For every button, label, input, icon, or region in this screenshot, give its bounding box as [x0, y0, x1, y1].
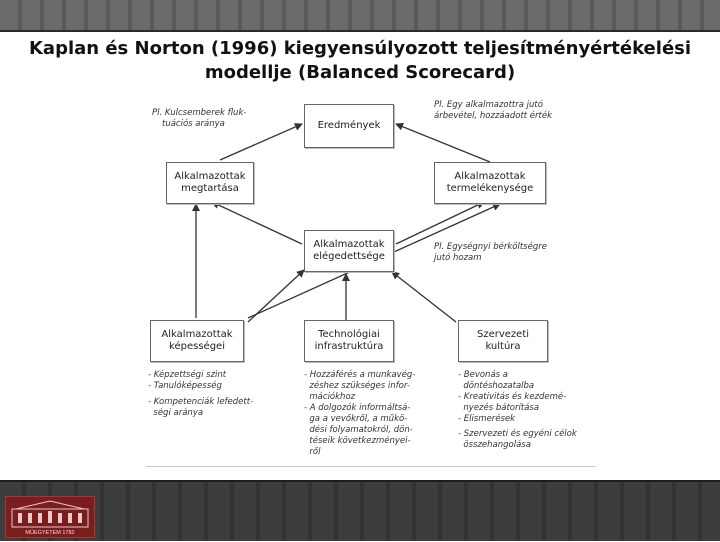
arrow-termelekenysege-to-eredmenyek	[396, 124, 490, 162]
node-eredmenyek-label: Eredmények	[317, 120, 381, 131]
footer-banner	[0, 482, 720, 541]
list-item: zéshez szükséges infor-	[304, 381, 410, 391]
node-elegedettsege	[304, 230, 394, 272]
list-item: - Képzettségi szint	[148, 370, 227, 380]
building-icon	[6, 497, 94, 537]
node-kepessegei-line-1: Alkalmazottak	[161, 329, 233, 340]
list-item: - Kompetenciák lefedett-	[148, 397, 254, 407]
list-kepessegek	[148, 370, 253, 419]
note-berkoltsegre-line-1: Pl. Egységnyi bérköltségre	[434, 242, 547, 252]
list-item: - Kreativitás és kezdemé-	[458, 392, 567, 402]
slide-title-line-2: modellje (Balanced Scorecard)	[204, 62, 516, 83]
list-item: nyezés bátorítása	[458, 403, 540, 413]
list-item: összehangolása	[458, 440, 531, 450]
node-szervezeti-line-2: kultúra	[485, 341, 521, 352]
note-kulcsemberek-line-2: tuációs aránya	[162, 119, 225, 129]
note-berkoltsegre-line-2: jutó hozam	[434, 253, 482, 263]
node-technologiai	[304, 320, 394, 362]
node-termelekenysege-line-1: Alkalmazottak	[454, 171, 526, 182]
list-kultura	[458, 370, 577, 451]
list-technologia	[304, 370, 415, 458]
list-item: - Hozzáférés a munkavég-	[304, 370, 416, 380]
university-logo	[5, 496, 95, 538]
list-item: mációkhoz	[304, 392, 356, 402]
node-technologiai-line-1: Technológiai	[318, 329, 380, 340]
logo-caption: MŰEGYETEM 1782	[25, 530, 75, 536]
node-eredmenyek	[304, 104, 394, 148]
list-item: - Szervezeti és egyéni célok	[458, 429, 577, 439]
arrow-elegedettseg-to-megtartasa	[212, 202, 302, 244]
note-kulcsemberek	[152, 108, 246, 130]
arrow-elegedettseg-to-termelekenyseg	[396, 202, 484, 244]
list-item: ga a vevőkről, a műkö-	[304, 414, 408, 424]
node-megtartasa	[166, 162, 254, 204]
list-item: - Elismerések	[458, 414, 516, 424]
list-item: - A dolgozók informáltsá-	[304, 403, 411, 413]
slide-title-line-1: Kaplan és Norton (1996) kiegyensúlyozott teljesítményértékelési	[28, 38, 692, 59]
node-megtartasa-line-2: megtartása	[181, 183, 239, 194]
node-szervezeti	[458, 320, 548, 362]
node-elegedettsege-line-2: elégedettsége	[313, 251, 385, 262]
node-szervezeti-line-1: Szervezeti	[476, 329, 530, 340]
node-termelekenysege	[434, 162, 546, 204]
list-item: ről	[304, 447, 321, 457]
note-kulcsemberek-line-1: Pl. Kulcsemberek fluk-	[152, 108, 247, 118]
node-kepessegei-line-2: képességei	[169, 341, 225, 352]
note-alkalmazottra-line-1: Pl. Egy alkalmazottra jutó	[434, 100, 543, 110]
list-item: dési folyamatokról, dön-	[304, 425, 413, 435]
list-item: ségi aránya	[148, 408, 204, 418]
list-item: téseik következményei-	[304, 436, 411, 446]
note-alkalmazottra-line-2: árbevétel, hozzáadott érték	[434, 111, 553, 121]
list-item: - Bevonás a	[458, 370, 508, 380]
note-alkalmazottra	[434, 100, 552, 122]
node-megtartasa-line-1: Alkalmazottak	[174, 171, 246, 182]
arrow-kultura-to-elegedettseg	[392, 272, 456, 322]
node-elegedettsege-line-1: Alkalmazottak	[313, 239, 385, 250]
diagram-bottom-rule	[146, 466, 596, 467]
note-berkoltsegre	[434, 242, 547, 264]
node-technologiai-line-2: infrastruktúra	[314, 341, 384, 352]
list-item: - Tanulóképesség	[148, 381, 222, 391]
node-termelekenysege-line-2: termelékenysége	[446, 183, 534, 194]
node-kepessegei	[150, 320, 244, 362]
list-item: döntéshozatalba	[458, 381, 535, 391]
